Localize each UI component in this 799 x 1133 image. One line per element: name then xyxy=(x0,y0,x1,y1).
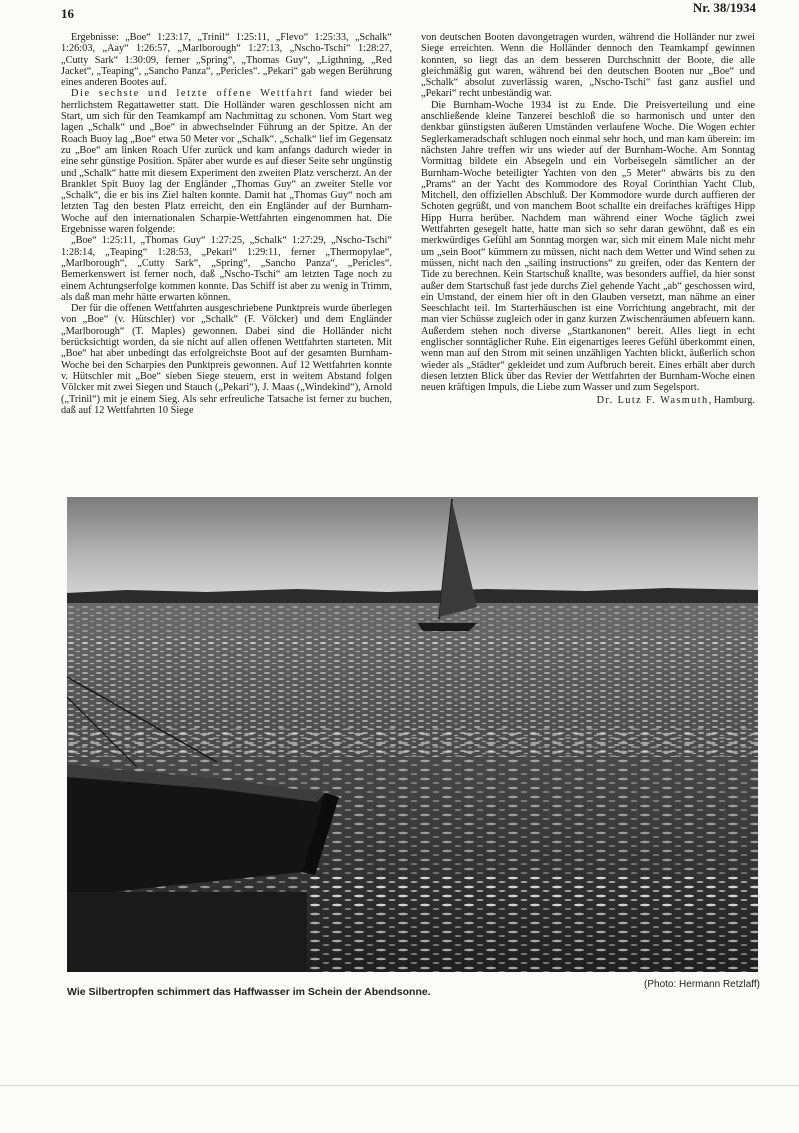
page-number: 16 xyxy=(61,6,74,21)
paragraph: Die Burnham-Woche 1934 ist zu Ende. Die Preisverteilung und eine anschließende kleine Tanzerei beschloß die so harmonisch und unter den denkbar günstigsten äußeren Umständen verlaufene Woche. Die Wogen echter Seglerkameradschaft schlugen noch einmal sehr hoch, und man kam überein: im nächsten Jahre treffen wir uns wieder auf der Burnham-Woche. Am Sonntag Vormittag bildete ein Absegeln und ein Vorbeisegeln sämtlicher an der Burnham-Woche beteiligter Yachten von den „5 Meter“ abwärts bis zu den „Prams“ an der Yacht des Kommodore des Royal Corinthian Yacht Club, Mitchell, den offiziellen Abschluß. Der Kommodore wurde durch auffieren der Schoten gegrüßt, und von manchem Boot schallte ein dreifaches kräftiges Hipp Hipp Hurra herüber. Nachdem man während einer Woche täglich zwei Wettfahrten gesegelt hatte, hatte man sich so sehr daran gewöhnt, daß es ein merkwürdiges Gefühl am Sonntag morgen war, sich mit einem Male nicht mehr um „sein Boot“ kümmern zu müssen, nicht nach dem Wetter und Wind sehen zu müssen, nicht nach den „sailing instructions“ zu greifen, oder das Kentern der Tide zu berechnen. Kein Startschuß knallte, was besonders auffiel, da hier sonst außer dem Startschuß fast jede durchs Ziel gehende Yacht „ab“ geschossen wird, ein Umstand, der einem hier oft in den Glauben versetzt, man nähme an einer Seeschlacht teil. Im Starterhäuschen ist eine Vorrichtung angebracht, mit der man vier Schüsse zugleich oder in ganz kurzen Zwischenräumen abfeuern kann. Außerdem stehen noch diverse „Startkanonen“ bereit. Alles liegt in echt englischer sonntäglicher Ruhe. Ein eigenartiges leeres Gefühl überkommt einen, wenn man auf den Strom mit seinen unzähligen Yachten blickt, äußerlich schon wieder als „Städter“ gekleidet und zum Aufbruch bereit. Eines erhält aber durch diesen letzten Blick über das Revier der Wettfahrten der Burnham-Woche einen neuen kräftigen Impuls, die Liebe zum Wasser und zum Segelsport. xyxy=(421,99,755,394)
author-signature xyxy=(421,395,755,406)
rowboat-foreground xyxy=(67,765,339,972)
paragraph: von deutschen Booten davongetragen wurden, während die Holländer nur zwei Siege erreichten. Wenn die Holländer dennoch den Teamkampf gewinnen konnten, so liegt das an dem besseren Durchschnitt der Boote, die alle gleichmäßig gut waren, während bei den deutschen Booten nur „Boe“ und „Schalk“ absolut zuverlässig waren, „Nscho-Tschi“ fast ganz ausfiel und „Pekari“ recht unbeständig war. xyxy=(421,32,755,100)
paragraph xyxy=(61,88,392,235)
author-place: , Hamburg. xyxy=(708,394,755,406)
article-column-left xyxy=(61,32,392,416)
section-lead: Die sechste und letzte offene Wettfahrt xyxy=(71,88,314,100)
paragraph: Ergebnisse: „Boe“ 1:23:17, „Trinil“ 1:25:11, „Flevo“ 1:25:33, „Schalk“ 1:26:03, „Aay“ 1:26:57, „Marlborough“ 1:27:13, „Nscho-Tschi“ 1:28:27, „Cutty Sark“ 1:30:09, ferner „Spring“, „Thomas Guy“, „Ligthning, „Red Jacket“, „Teaping“, „Sancho Panza“, „Pericles“. „Pekari“ gab wegen Berührung eines anderen Bootes auf. xyxy=(61,32,392,89)
photo-illustration xyxy=(67,497,758,972)
photo-credit: (Photo: Hermann Retzlaff) xyxy=(644,979,760,990)
article-column-right xyxy=(421,32,755,406)
photo-caption: Wie Silbertropfen schimmert das Haffwasser im Schein der Abendsonne. xyxy=(67,986,431,998)
page-edge-line xyxy=(0,1085,799,1086)
author-name: Dr. Lutz F. Wasmuth xyxy=(596,394,709,406)
issue-number: Nr. 38/1934 xyxy=(692,0,756,15)
paragraph: Der für die offenen Wettfahrten ausgeschriebene Punktpreis wurde überlegen von „Boe“ (v. Hütschler) vor „Schalk“ (F. Völcker) und dem Engländer „Marlborough“ (T. Maples) gewonnen. Dabei sind die Holländer nicht berücksichtigt worden, da sie nicht auf allen offenen Wettfahrten starteten. Mit „Boe“ hat aber unbedingt das erfolgreichste Boot auf der gesamten Burnham-Woche bei den Scharpies den Punktpreis gewonnen. Auf 12 Wettfahrten konnte v. Hütschler mit „Boe“ sieben Siege steuern, erst in weitem Abstand folgen Völcker mit zwei Siegen und Stauch („Pekari“), J. Maas („Windekind“), Arnold („Trinil“) mit je einem Sieg. Als sehr erfreuliche Tatsache ist ferner zu buchen, daß auf 12 Wettfahrten 10 Siege xyxy=(61,303,392,416)
photo-sailboat-on-water xyxy=(67,497,758,972)
paragraph: „Boe“ 1:25:11, „Thomas Guy“ 1:27:25, „Schalk“ 1:27:29, „Nscho-Tschi“ 1:28:14, „Teaping“ 1:28:53, „Pekari“ 1:29:11, ferner „Thermopylae“, „Marlborough“, „Cutty Sark“, „Spring“, „Sancho Panza“, „Pericles“. Bemerkenswert ist ferner noch, daß „Nscho-Tschi“ am letzten Tage noch zu einem Achtungserfolge kommen konnte. Das Schiff ist aber zu wenig in Trimm, als daß man mehr hätte erwarten können. xyxy=(61,235,392,303)
paragraph-text: fand wieder bei herrlichstem Regattawetter statt. Die Holländer waren geschlossen nicht am Start, um sich für den Teamkampf am Nachmittag zu schonen. Vom Start weg lagen „Schalk“ und „Boe“ in abwechselnder Führung an der Spitze. An der Roach Buoy lag „Boe“ etwa 50 Meter vor „Schalk“. „Schalk“ lief im Gegensatz zu „Boe“ am linken Roach Ufer zurück und kam anfangs dadurch wieder in eine sehr günstige Position. Später aber wurde es auf dieser Seite sehr ungünstig und „Schalk“ hatte mit diesem Experiment den zweiten Platz verscherzt. An der Branklet Spit Buoy lag der Engländer „Thomas Guy“ an zweiter Stelle vor „Schalk“, die er bis ins Ziel halten konnte. Damit hat „Thomas Guy“ noch am letzten Tag den besten Platz erreicht, den ein Engländer auf der Burnham-Woche auf den internationalen Scharpie-Wettfahrten eingenommen hat. Die Ergebnisse waren folgende: xyxy=(61,88,392,236)
